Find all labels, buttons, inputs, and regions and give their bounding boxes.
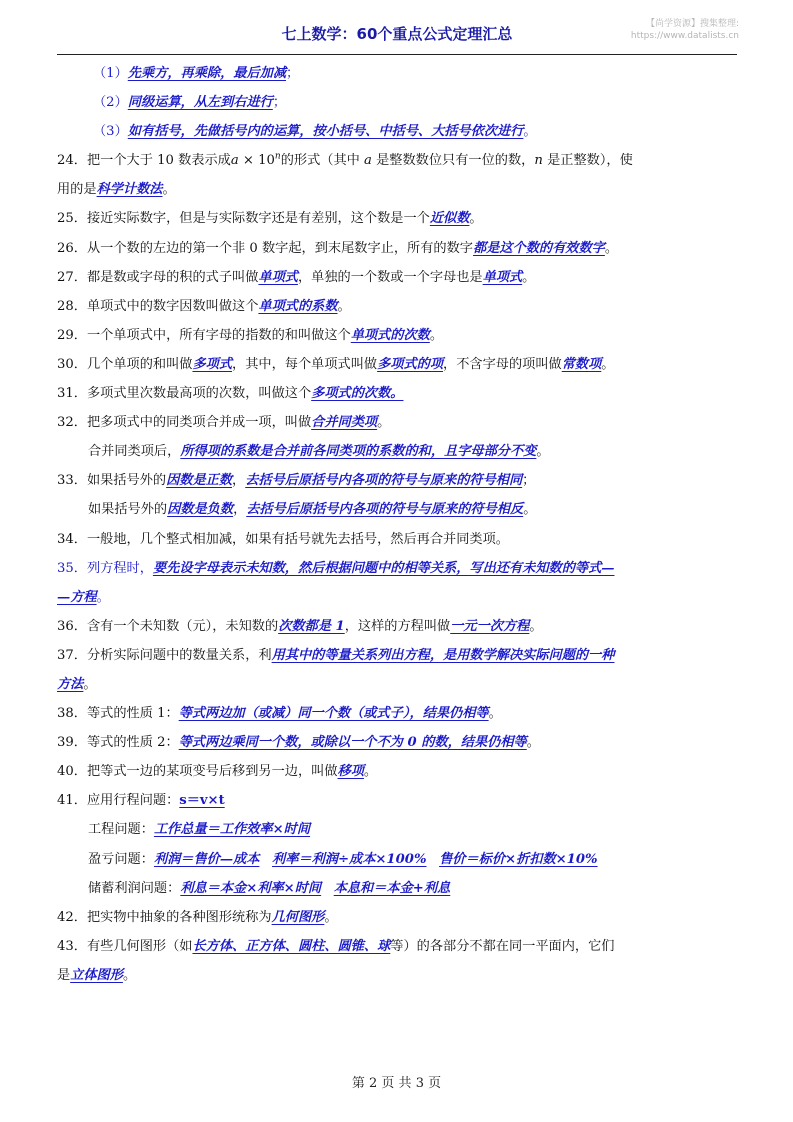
item-38: 38．等式的性质 1：等式两边加（或减）同一个数（或式子），结果仍相等。 <box>57 706 502 722</box>
sub-item-1: （1）先乘方，再乘除，最后加减； <box>93 66 300 81</box>
item-41: 41．应用行程问题：s＝v×t <box>57 793 225 809</box>
item-40: 40．把等式一边的某项变号后移到另一边，叫做移项。 <box>57 764 378 780</box>
watermark <box>631 18 739 42</box>
document-body <box>57 59 739 990</box>
item-32-cont: 合并同类项后，所得项的系数是合并前各同类项的系数的和，且字母部分不变。 <box>88 444 550 460</box>
item-28: 28．单项式中的数字因数叫做这个单项式的系数。 <box>57 298 351 314</box>
item-24-cont: 用的是科学计数法。 <box>57 182 176 198</box>
item-32: 32．把多项式中的同类项合并成一项，叫做合并同类项。 <box>57 415 391 431</box>
item-41-work: 工程问题：工作总量＝工作效率×时间 <box>88 822 311 838</box>
item-43: 43．有些几何图形（如长方体、正方体、圆柱、圆锥、球等）的各部分不都在同一平面内，它们 <box>57 938 615 954</box>
item-42: 42．把实物中抽象的各种图形统称为几何图形。 <box>57 909 338 925</box>
page-title: 七上数学：60个重点公式定理汇总 <box>281 25 513 43</box>
item-35-cont: —方程。 <box>57 589 110 605</box>
watermark-line-1: 【尚学资源】搜集整理: <box>645 19 739 29</box>
item-41-profit: 盈亏问题：利润＝售价—成本 利率＝利润÷成本×100% 售价＝标价×折扣数×10% <box>88 851 598 867</box>
item-25: 25．接近实际数字，但是与实际数字还是有差别，这个数是一个近似数。 <box>57 211 483 227</box>
item-41-savings: 储蓄利润问题：利息＝本金×利率×时间 本息和＝本金+利息 <box>88 880 451 896</box>
page-header <box>57 18 737 55</box>
item-37-cont: 方法。 <box>57 676 97 692</box>
item-31: 31．多项式里次数最高项的次数，叫做这个多项式的次数。 <box>57 386 404 402</box>
item-43-cont: 是立体图形。 <box>57 967 137 983</box>
item-26: 26．从一个数的左边的第一个非 0 数字起，到末尾数字止，所有的数字都是这个数的有效数字。 <box>57 240 619 256</box>
item-24: 24．把一个大于 10 数表示成$a \times 10^n$的形式（其中 a 是整数数位只有一位的数，n 是正整数），使 <box>57 151 633 169</box>
item-39: 39．等式的性质 2：等式两边乘同一个数，或除以一个不为 0 的数，结果仍相等。 <box>57 735 540 751</box>
item-34: 34．一般地，几个整式相加减，如果有括号就先去括号，然后再合并同类项。 <box>57 531 509 547</box>
item-33: 33．如果括号外的因数是正数，去括号后原括号内各项的符号与原来的符号相同； <box>57 473 536 489</box>
item-27: 27．都是数或字母的积的式子叫做单项式，单独的一个数或一个字母也是单项式。 <box>57 269 536 285</box>
item-33-cont: 如果括号外的因数是负数，去括号后原括号内各项的符号与原来的符号相反。 <box>88 502 537 518</box>
item-29: 29．一个单项式中，所有字母的指数的和叫做这个单项式的次数。 <box>57 327 444 343</box>
sub-item-3: （3）如有括号，先做括号内的运算，按小括号、中括号、大括号依次进行。 <box>93 124 537 140</box>
item-35: 35．列方程时，要先设字母表示未知数，然后根据问题中的相等关系，写出还有未知数的等式— <box>57 560 615 576</box>
item-36: 36．含有一个未知数（元），未知数的次数都是 1，这样的方程叫做一元一次方程。 <box>57 618 543 634</box>
item-30: 30．几个单项的和叫做多项式，其中，每个单项式叫做多项式的项，不含字母的项叫做常数项。 <box>57 356 615 372</box>
watermark-line-2: https://www.datalists.cn <box>630 31 739 41</box>
page-number: 第 2 页 共 3 页 <box>351 1076 442 1091</box>
sub-item-2: （2）同级运算，从左到右进行； <box>93 95 287 111</box>
item-37: 37．分析实际问题中的数量关系，利用其中的等量关系列出方程，是用数学解决实际问题的一种 <box>57 647 615 663</box>
